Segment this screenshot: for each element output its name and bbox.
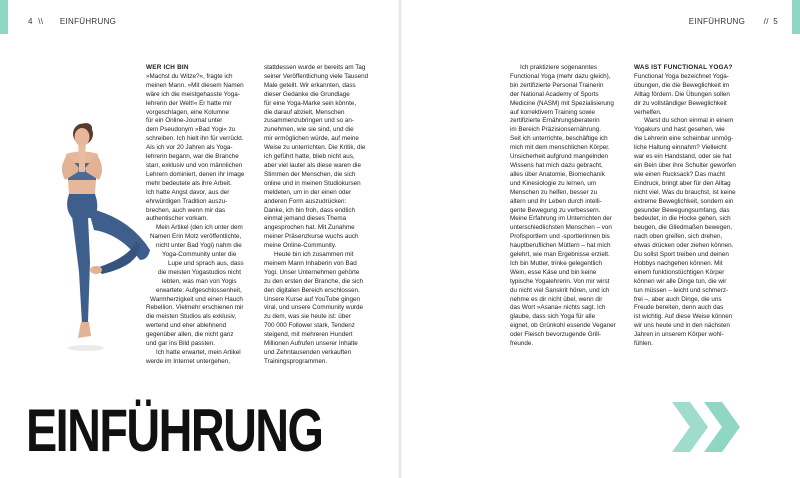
col2-line: online und in meinen Studiokursen	[264, 179, 361, 187]
col4-line: bedeutet, in die Hocke gehen, sich	[634, 215, 731, 223]
col4-line: tun müssen – leicht und schmerz-	[634, 286, 729, 294]
col2-line: meldeten, um in der einen oder	[264, 188, 352, 196]
col1-line: starr, exklusiv und von männlichen	[146, 161, 243, 169]
col4-line: Hobbys nachgehen können. Mit	[634, 259, 723, 267]
col2-line: Unsere Kurse auf YouTube gingen	[264, 295, 361, 303]
col3-line: Ich praktiziere sogenanntes	[520, 64, 598, 71]
col4-line: ist wichtig. Auf diese Weise können	[634, 313, 733, 321]
col1-line: und gar ins Bild passten.	[146, 340, 215, 348]
right-header-separator: //	[763, 17, 769, 26]
col4-line: die Lehrerin eine scheinbar unmög-	[634, 135, 734, 143]
col1-line: werde im Internet untergehen,	[146, 357, 231, 365]
left-header-title: EINFÜHRUNG	[59, 17, 117, 26]
col2-line: Stimmen der Menschen, die sich	[264, 170, 356, 178]
col2-line: Trainingsprogrammen.	[264, 357, 328, 365]
col3-line: Menschen zu helfen, besser zu	[510, 188, 598, 196]
col4-line: war es ein Handstand, oder sie hat	[634, 153, 732, 161]
col2-line: Millionen Aufrufen unserer Inhalte	[264, 340, 358, 348]
col4-line: wir uns heute und in den nächsten	[634, 322, 730, 330]
col4-line: dir zu vollständiger Beweglichkeit	[634, 99, 727, 107]
col3-line: typische Yogalehrerin. Von mir wirst	[510, 277, 610, 285]
col2-line: aber viel lauter als diese waren die	[264, 161, 361, 169]
col3-line: Profisportlern und -sportlerinnen bis	[510, 233, 610, 241]
right-column-2	[634, 64, 758, 349]
col2-line: viral, und unsere Community wurde	[264, 304, 364, 312]
col3-line: unterschiedlichsten Menschen – von	[510, 224, 612, 232]
col3-line: freunde.	[510, 340, 534, 348]
col2-line: meinem Mann Inhaberin von Bad	[264, 259, 357, 267]
col4-line: liche Haltung einnahm? Vielleicht	[634, 144, 727, 152]
col1-line: die meisten Studios als exklusiv,	[146, 313, 237, 321]
col1-line: Lehrern dominiert, denen ihr Image	[146, 170, 245, 178]
col2-line: angesprochen hat. Mit Zunahme	[264, 224, 355, 232]
col3-line: und Kinesiologie zu lernen, um	[510, 179, 597, 187]
col3-line: eignet, ob Grünkohl essende Veganer	[510, 322, 616, 330]
col3-line: du nicht viel Sanskrit hören, und ich	[510, 286, 610, 294]
col3-line: mich mit dem menschlichen Körper.	[510, 144, 610, 152]
col1-line: Als ich vor 20 Jahren als Yoga-	[146, 144, 233, 152]
col2-line: stattdessen wurde er bereits am Tag	[264, 64, 366, 71]
col2-line: Danke, ich bin froh, dass endlich	[264, 206, 356, 214]
col1-line: Ich hatte erwartet, mein Artikel	[156, 349, 241, 356]
col4-line: wie einen Rucksack? Das macht	[634, 170, 725, 178]
col1-line: Lupe und sprach aus, dass	[168, 259, 244, 267]
col1-line: mehr bedeutete als ihre Arbeit.	[146, 179, 232, 187]
right-page	[400, 0, 800, 478]
col3-line: Wein, esse Käse und bin keine	[510, 268, 597, 276]
col1-line: für ein Online-Journal unter	[146, 117, 223, 125]
col2-line: Heute bin ich zusammen mit	[274, 251, 354, 259]
col4-line: verhelfen.	[634, 108, 662, 116]
col3-line: glaube, dass sich Yoga für alle	[510, 313, 596, 321]
col3-line: auf korrektivem Training sowie	[510, 108, 596, 116]
left-accent-bar	[0, 0, 8, 34]
section-heading-functional-yoga: WAS IST FUNCTIONAL YOGA?	[634, 64, 733, 71]
col4-line: Du sollst Sport treiben und deinen	[634, 251, 729, 259]
col2-line: ich geführt hatte, blieb nicht aus,	[264, 153, 355, 161]
col2-line: Yogi. Unser Unternehmen gehörte	[264, 268, 360, 276]
left-column-2	[264, 64, 382, 367]
col1-line: lehrerin begann, war die Branche	[146, 153, 239, 161]
right-page-number: 5	[773, 17, 778, 26]
col3-line: zertifizierte Ernährungsberaterin	[510, 117, 600, 125]
col4-line: extreme Beweglichkeit, sondern ein	[634, 197, 734, 205]
col3-line: Functional Yoga (mehr dazu gleich),	[510, 72, 611, 80]
col4-line: übungen, die die Beweglichkeit im	[634, 81, 730, 89]
col1-line: gegenüber allen, die nicht ganz	[146, 331, 234, 339]
col2-line: einmal jemand dieses Thema	[264, 215, 347, 223]
right-header-title: EINFÜHRUNG	[688, 17, 746, 26]
col2-line: mir ermöglichen würde, auf meine	[264, 135, 359, 143]
col3-line: nehme es dir nicht übel, wenn dir	[510, 295, 603, 303]
col2-line: und Zehntausenden verkauften	[264, 349, 352, 356]
right-accent-bar	[792, 0, 800, 34]
col4-line: einem funktionstüchtigen Körper	[634, 268, 725, 276]
col2-line: meine Online-Community.	[264, 242, 337, 250]
col2-line: Weise zu unterrichten. Die Kritik, die	[264, 144, 366, 152]
col2-line: die darauf abzielt, Menschen	[264, 108, 345, 116]
col2-line: dieser Gedanke die Grundlage	[264, 90, 350, 98]
col3-line: gente Bewegung zu verbessern.	[510, 206, 601, 214]
col4-line: ein Bein über ihre Schulter geworfen	[634, 161, 736, 169]
right-running-header	[689, 17, 778, 26]
col3-line: gelehrt, wie man Ergebnisse erzielt.	[510, 251, 610, 259]
col4-line: Warst du schon einmal in einem	[644, 117, 734, 125]
col2-line: meiner Präsenzkurse wuchs auch	[264, 233, 359, 241]
col1-line: vorgeschlagen, eine Kolumne	[146, 108, 229, 116]
col3-line: der National Academy of Sports	[510, 90, 599, 98]
col2-line: anderen Form auszudrücken:	[264, 197, 347, 205]
col3-line: alles über Anatomie, Biomechanik	[510, 170, 605, 178]
col1-line: lebten, was man von Yogis	[162, 277, 237, 285]
col1-line: »Machst du Witze?«, fragte ich	[146, 72, 233, 80]
col4-line: nach oben greifen, sich drehen,	[634, 233, 723, 241]
col2-line: zu den ersten der Branche, die sich	[264, 277, 364, 285]
col1-line: Ich hatte Angst davor, aus der	[146, 188, 230, 196]
col4-line: Eindruck, bringt aber für den Alltag	[634, 179, 731, 187]
col4-line: Freude bereiten, denn auch das	[634, 304, 724, 312]
right-column-1	[510, 64, 628, 349]
col1-line: Rebellion. Vielmehr erschienen mir	[146, 304, 244, 312]
col1-line: die meisten Yogastudios nicht	[158, 268, 241, 276]
col2-line: steigend, mit mehreren Hundert	[264, 331, 353, 339]
col1-line: Mein Artikel (den ich unter dem	[156, 224, 243, 232]
col2-line: den digitalen Bereich erschlossen.	[264, 286, 360, 294]
col4-line: etwas drücken oder ziehen können.	[634, 242, 734, 250]
col4-line: frei –, aber auch Dinge, die uns	[634, 295, 722, 303]
col2-line: zusammenzubringen und so an-	[264, 117, 354, 125]
col4-line: Jahren in unserem Körper wohl-	[634, 331, 724, 339]
col1-line: wäre ich die meistgehasste Yoga-	[146, 90, 240, 98]
col3-line: Medicine (NASM) mit Spezialisierung	[510, 99, 614, 107]
col1-line: meinen Mann. »Mit diesem Namen	[146, 81, 244, 89]
col1-line: authentischer vorkam.	[146, 215, 208, 223]
col1-line: dem Pseudonym »Bad Yogi« zu	[146, 126, 236, 134]
col1-line: schreiben. Ich hielt ihn für verrückt.	[146, 135, 244, 143]
col2-line: seiner Veröffentlichung viele Tausend	[264, 72, 369, 80]
col3-line: Seit ich unterrichte, beschäftige ich	[510, 135, 608, 143]
col3-line: Unsicherheit aufgrund mangelnden	[510, 153, 609, 161]
col1-line: Yoga-Community unter die	[162, 251, 237, 259]
left-running-header	[28, 17, 116, 26]
col1-line: brechen, auch wenn mir das	[146, 206, 226, 214]
left-header-separator: \\	[38, 17, 44, 26]
double-chevron-right-icon	[672, 402, 744, 452]
col3-line: Wissens hat mich dazu gebracht,	[510, 161, 603, 169]
col1-line: ehrwürdigen Tradition auszu-	[146, 197, 228, 205]
col2-line: zu dem, was sie heute ist: über	[264, 313, 351, 321]
left-column-1	[146, 64, 250, 367]
col3-line: bin zertifizierte Personal Trainerin	[510, 81, 604, 89]
col2-line: zunehmen, wie sie sind, und die	[264, 126, 354, 134]
col4-line: fühlen.	[634, 340, 653, 348]
col4-line: Functional Yoga bezeichnet Yoga-	[634, 72, 729, 80]
col1-line: erwartete: Aufgeschlossenheit,	[156, 286, 242, 294]
col4-line: gesunder Bewegungsumfang, das	[634, 206, 730, 214]
col3-line: altern und ihr Leben durch intelli-	[510, 197, 602, 205]
col1-line: wertend und eher ablehnend	[146, 322, 227, 330]
col4-line: können wir alle Dinge tun, die wir	[634, 277, 727, 285]
col3-line: das Wort »Asana« nichts sagt. Ich	[510, 304, 606, 312]
col3-line: oder Fleisch bevorzugende Grill-	[510, 331, 601, 339]
col4-line: beugen, die Gliedmaßen bewegen,	[634, 224, 733, 232]
col4-line: nicht viel. Was du brauchst, ist keine	[634, 188, 736, 196]
col3-line: im Bereich Präzisionsernährung.	[510, 126, 601, 134]
col2-line: Male geteilt. Wir erkannten, dass	[264, 81, 356, 89]
col1-line: Namen Erin Motz veröffentlichte,	[150, 233, 242, 241]
col2-line: für eine Yoga-Marke sein könnte,	[264, 99, 357, 107]
col3-line: hauptberuflichen Müttern – hat mich	[510, 242, 611, 250]
col4-line: Yogakurs und hast gesehen, wie	[634, 126, 725, 134]
col3-line: Ich bin Mutter, trinke gelegentlich	[510, 259, 603, 267]
chapter-heading: EINFÜHRUNG	[26, 397, 323, 464]
yoga-tree-pose-figure	[50, 122, 160, 358]
col3-line: Meine Erfahrung im Unterrichten der	[510, 215, 612, 223]
col1-line: Warmherzigkeit und einen Hauch	[150, 295, 243, 303]
col1-line: lehrerin der Welt!« Er hatte mir	[146, 99, 232, 107]
col4-line: Alltag fördern. Die Übungen sollen	[634, 90, 730, 98]
left-page-number: 4	[28, 17, 33, 26]
col1-line: nicht unter Bad Yogi) nahm die	[156, 242, 242, 250]
col2-line: 700 000 Follower stark, Tendenz	[264, 322, 355, 330]
section-heading-who: WER ICH BIN	[146, 64, 189, 71]
